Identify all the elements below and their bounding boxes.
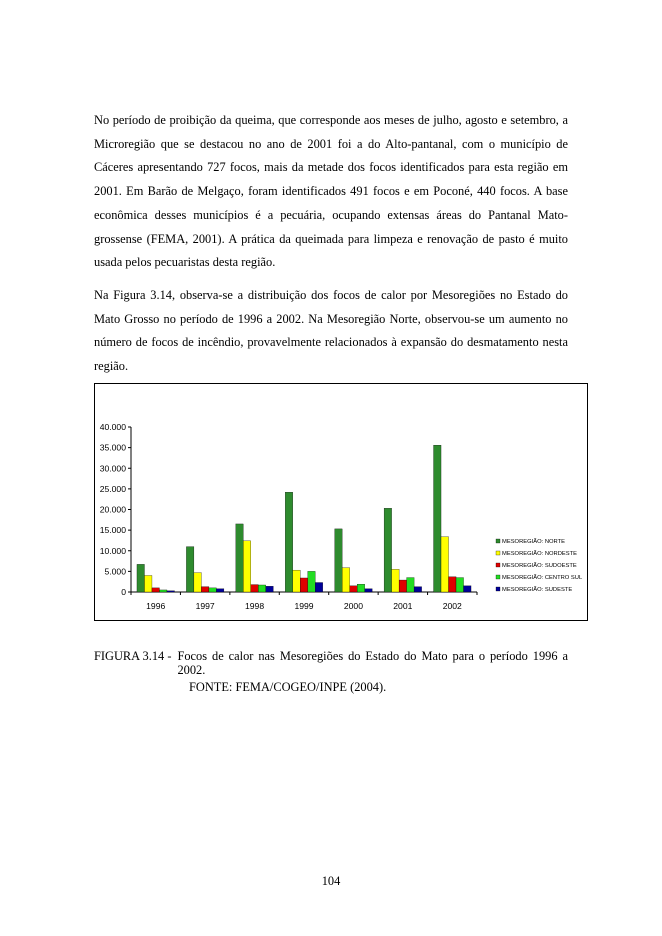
legend-label: MESOREGIÃO: NORDESTE	[502, 551, 578, 557]
bar-3-2002	[456, 578, 464, 592]
bar-chart	[95, 384, 587, 620]
legend-label: MESOREGIÃO: CENTRO SUL	[502, 575, 583, 581]
bar-3-1998	[258, 585, 266, 592]
y-tick-label: 30.000	[99, 463, 126, 474]
bar-4-1999	[315, 583, 323, 592]
bar-4-1998	[266, 586, 274, 592]
bar-0-2001	[384, 508, 392, 592]
legend-swatch	[496, 587, 500, 591]
legend-swatch	[496, 539, 500, 543]
figure-label: FIGURA 3.14 -	[94, 649, 172, 663]
bar-3-1997	[209, 588, 217, 592]
bar-0-1997	[186, 547, 194, 592]
x-tick-label: 2002	[442, 601, 462, 611]
legend-swatch	[496, 551, 500, 555]
bar-2-1999	[300, 578, 308, 592]
bar-2-2001	[399, 580, 407, 592]
body-paragraph-2: Na Figura 3.14, observa-se a distribuição dos focos de calor por Mesoregiões no Estado do Mato Grosso no período de 1996 a 2002. Na Mesoregião Norte, observou-se um aumento no número de focos de incêndio, provavelmente relacionados à expansão do desmatamento nesta região.	[94, 288, 568, 374]
x-tick-label: 2000	[343, 601, 363, 611]
y-tick-label: 15.000	[99, 525, 126, 536]
bar-1-2002	[441, 537, 449, 592]
legend-swatch	[496, 575, 500, 579]
bar-0-1999	[285, 492, 293, 592]
bar-0-1996	[137, 564, 145, 592]
y-tick-label: 40.000	[99, 422, 126, 432]
bar-3-1999	[308, 571, 316, 592]
body-paragraph-1: No período de proibição da queima, que corresponde aos meses de julho, agosto e setembro, a Microregião que se destacou no ano de 2001 foi a do Alto-pantanal, com o município de Cáceres apresentando 727 focos, mais da metade dos focos identificados para esta região em 2001. Em Barão de Melgaço, foram identificados 491 focos e em Poconé, 440 focos. A base econômica desses municípios é a pecuária, ocupando extensas áreas do Pantanal Mato-grossense (FEMA, 2001). A prática da queimada para limpeza e renovação de pasto é muito usada pelos pecuaristas desta região.	[94, 113, 568, 270]
x-tick-label: 1998	[245, 601, 265, 611]
bar-2-2000	[350, 586, 358, 592]
legend-label: MESOREGIÃO: SUDOESTE	[502, 563, 577, 569]
bar-4-2002	[464, 586, 472, 592]
bar-3-2000	[357, 584, 365, 592]
bar-0-2000	[335, 529, 343, 592]
y-tick-label: 25.000	[99, 483, 126, 494]
bar-4-1997	[216, 589, 224, 592]
bar-3-2001	[407, 578, 415, 592]
x-tick-label: 1996	[146, 601, 166, 611]
figure-caption-text: Focos de calor nas Mesoregiões do Estado do Mato para o período 1996 a 2002.	[177, 649, 568, 677]
bar-4-2001	[414, 587, 422, 592]
bar-0-1998	[236, 524, 244, 592]
y-tick-label: 0	[121, 587, 126, 597]
y-tick-label: 35.000	[99, 442, 126, 453]
figure-source: FONTE: FEMA/COGEO/INPE (2004).	[189, 680, 387, 694]
bar-1-1996	[144, 576, 152, 593]
bar-2-1996	[152, 588, 160, 592]
bar-3-1996	[159, 590, 167, 592]
y-tick-label: 20.000	[99, 504, 126, 515]
bar-1-2000	[342, 568, 350, 592]
x-tick-label: 2001	[393, 601, 413, 611]
x-tick-label: 1997	[195, 601, 215, 611]
legend-label: MESOREGIÃO: NORTE	[502, 539, 566, 545]
y-tick-label: 10.000	[99, 545, 126, 556]
bar-4-1996	[167, 591, 175, 592]
bar-4-2000	[365, 589, 373, 592]
bar-1-1997	[194, 573, 202, 592]
bar-2-1998	[251, 585, 258, 592]
y-tick-label: 5.000	[104, 566, 126, 577]
chart-frame	[94, 383, 588, 621]
bar-2-2002	[449, 577, 457, 592]
bar-1-1998	[243, 541, 251, 592]
x-tick-label: 1999	[294, 601, 314, 611]
bar-0-2002	[434, 445, 442, 592]
legend-swatch	[496, 563, 500, 567]
bar-1-1999	[293, 570, 301, 592]
bar-1-2001	[392, 569, 400, 592]
figure-caption	[94, 649, 568, 677]
page-number: 104	[321, 874, 341, 888]
legend-label: MESOREGIÃO: SUDESTE	[502, 587, 573, 593]
bar-2-1997	[201, 587, 209, 592]
